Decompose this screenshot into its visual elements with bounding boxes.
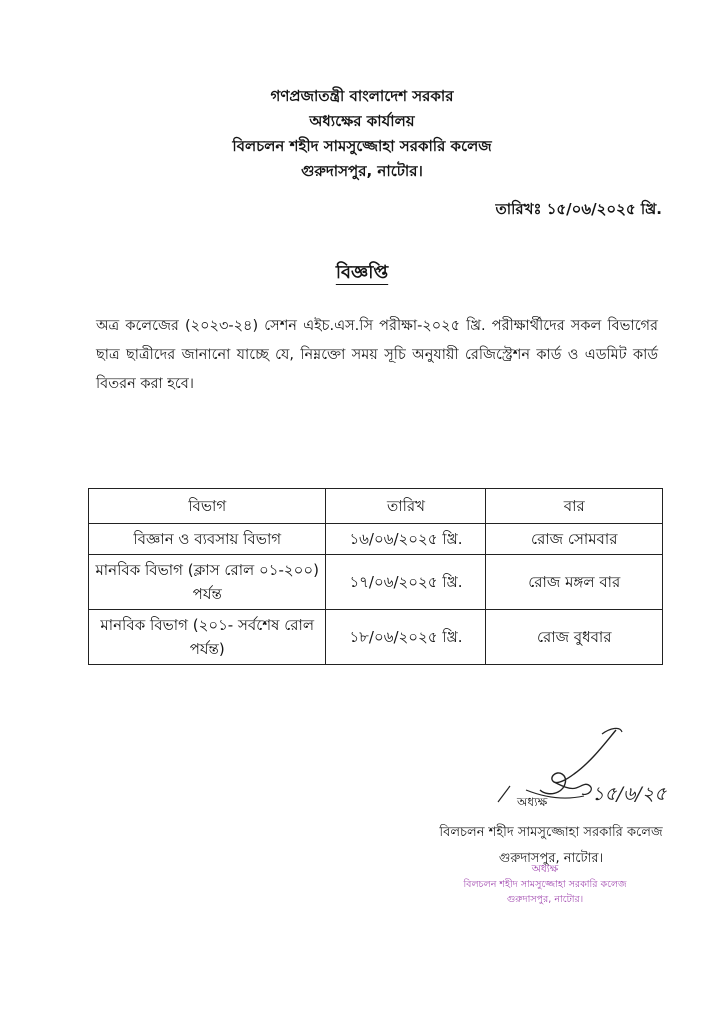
college-address: গুরুদাসপুর, নাটোর। <box>301 162 423 180</box>
handwritten-date: ১৫/৬/২৫ <box>592 783 667 805</box>
date-cell: ১৭/০৬/২০২৫ খ্রি. <box>326 555 486 610</box>
column-header-date: তারিখ <box>326 489 486 524</box>
department-cell: মানবিক বিভাগ (ক্লাস রোল ০১-২০০) পর্যন্ত <box>89 555 326 610</box>
date-cell: ১৬/০৬/২০২৫ খ্রি. <box>326 524 486 555</box>
table-row <box>89 524 663 555</box>
day-cell: রোজ বুধবার <box>486 610 663 665</box>
notice-body: অত্র কলেজের (২০২৩-২৪) সেশন এইচ.এস.সি পরীক্ষা-২০২৫ খ্রি. পরীক্ষার্থীদের সকল বিভাগের ছাত্র ছাত্রীদের জানানো যাচ্ছে যে, নিম্নক্তো সময় সূচি অনুযায়ী রেজিস্ট্রেশন কার্ড ও এডমিট কার্ড বিতরন করা হবে। <box>96 318 658 392</box>
notice-date: তারিখঃ ১৫/০৬/২০২৫ খ্রি. <box>495 200 662 218</box>
college-name: বিলচলন শহীদ সামসুজ্জোহা সরকারি কলেজ <box>232 137 492 155</box>
date-cell: ১৮/০৬/২০২৫ খ্রি. <box>326 610 486 665</box>
government-name: গণপ্রজাতন্ত্রী বাংলাদেশ সরকার <box>270 87 454 105</box>
stamp-address: গুরুদাসপুর, নাটোর। <box>506 894 584 905</box>
notice-title: বিজ্ঞপ্তি <box>335 262 389 283</box>
day-cell: রোজ সোমবার <box>486 524 663 555</box>
office-name: অধ্যক্ষের কার্যালয় <box>309 112 415 130</box>
column-header-department: বিভাগ <box>89 489 326 524</box>
table-header-row <box>89 489 663 524</box>
signatory-title: অধ্যক্ষ <box>517 795 548 809</box>
table-row <box>89 555 663 610</box>
distribution-schedule-table <box>88 488 663 665</box>
column-header-day: বার <box>486 489 663 524</box>
letterhead <box>0 84 724 184</box>
signatory-college: বিলচলন শহীদ সামসুজ্জোহা সরকারি কলেজ <box>439 825 663 840</box>
table-row <box>89 610 663 665</box>
day-cell: রোজ মঙ্গল বার <box>486 555 663 610</box>
signatory-address: গুরুদাসপুর, নাটোর। <box>498 851 604 866</box>
stamp-title: অধ্যক্ষ <box>531 863 559 875</box>
stamp-college: বিলচলন শহীদ সামসুজ্জোহা সরকারি কলেজ <box>463 879 627 890</box>
department-cell: বিজ্ঞান ও ব্যবসায় বিভাগ <box>89 524 326 555</box>
official-seal-stamp <box>460 862 630 907</box>
department-cell: মানবিক বিভাগ (২০১- সর্বশেষ রোল পর্যন্ত) <box>89 610 326 665</box>
notice-title-wrap <box>0 258 724 289</box>
